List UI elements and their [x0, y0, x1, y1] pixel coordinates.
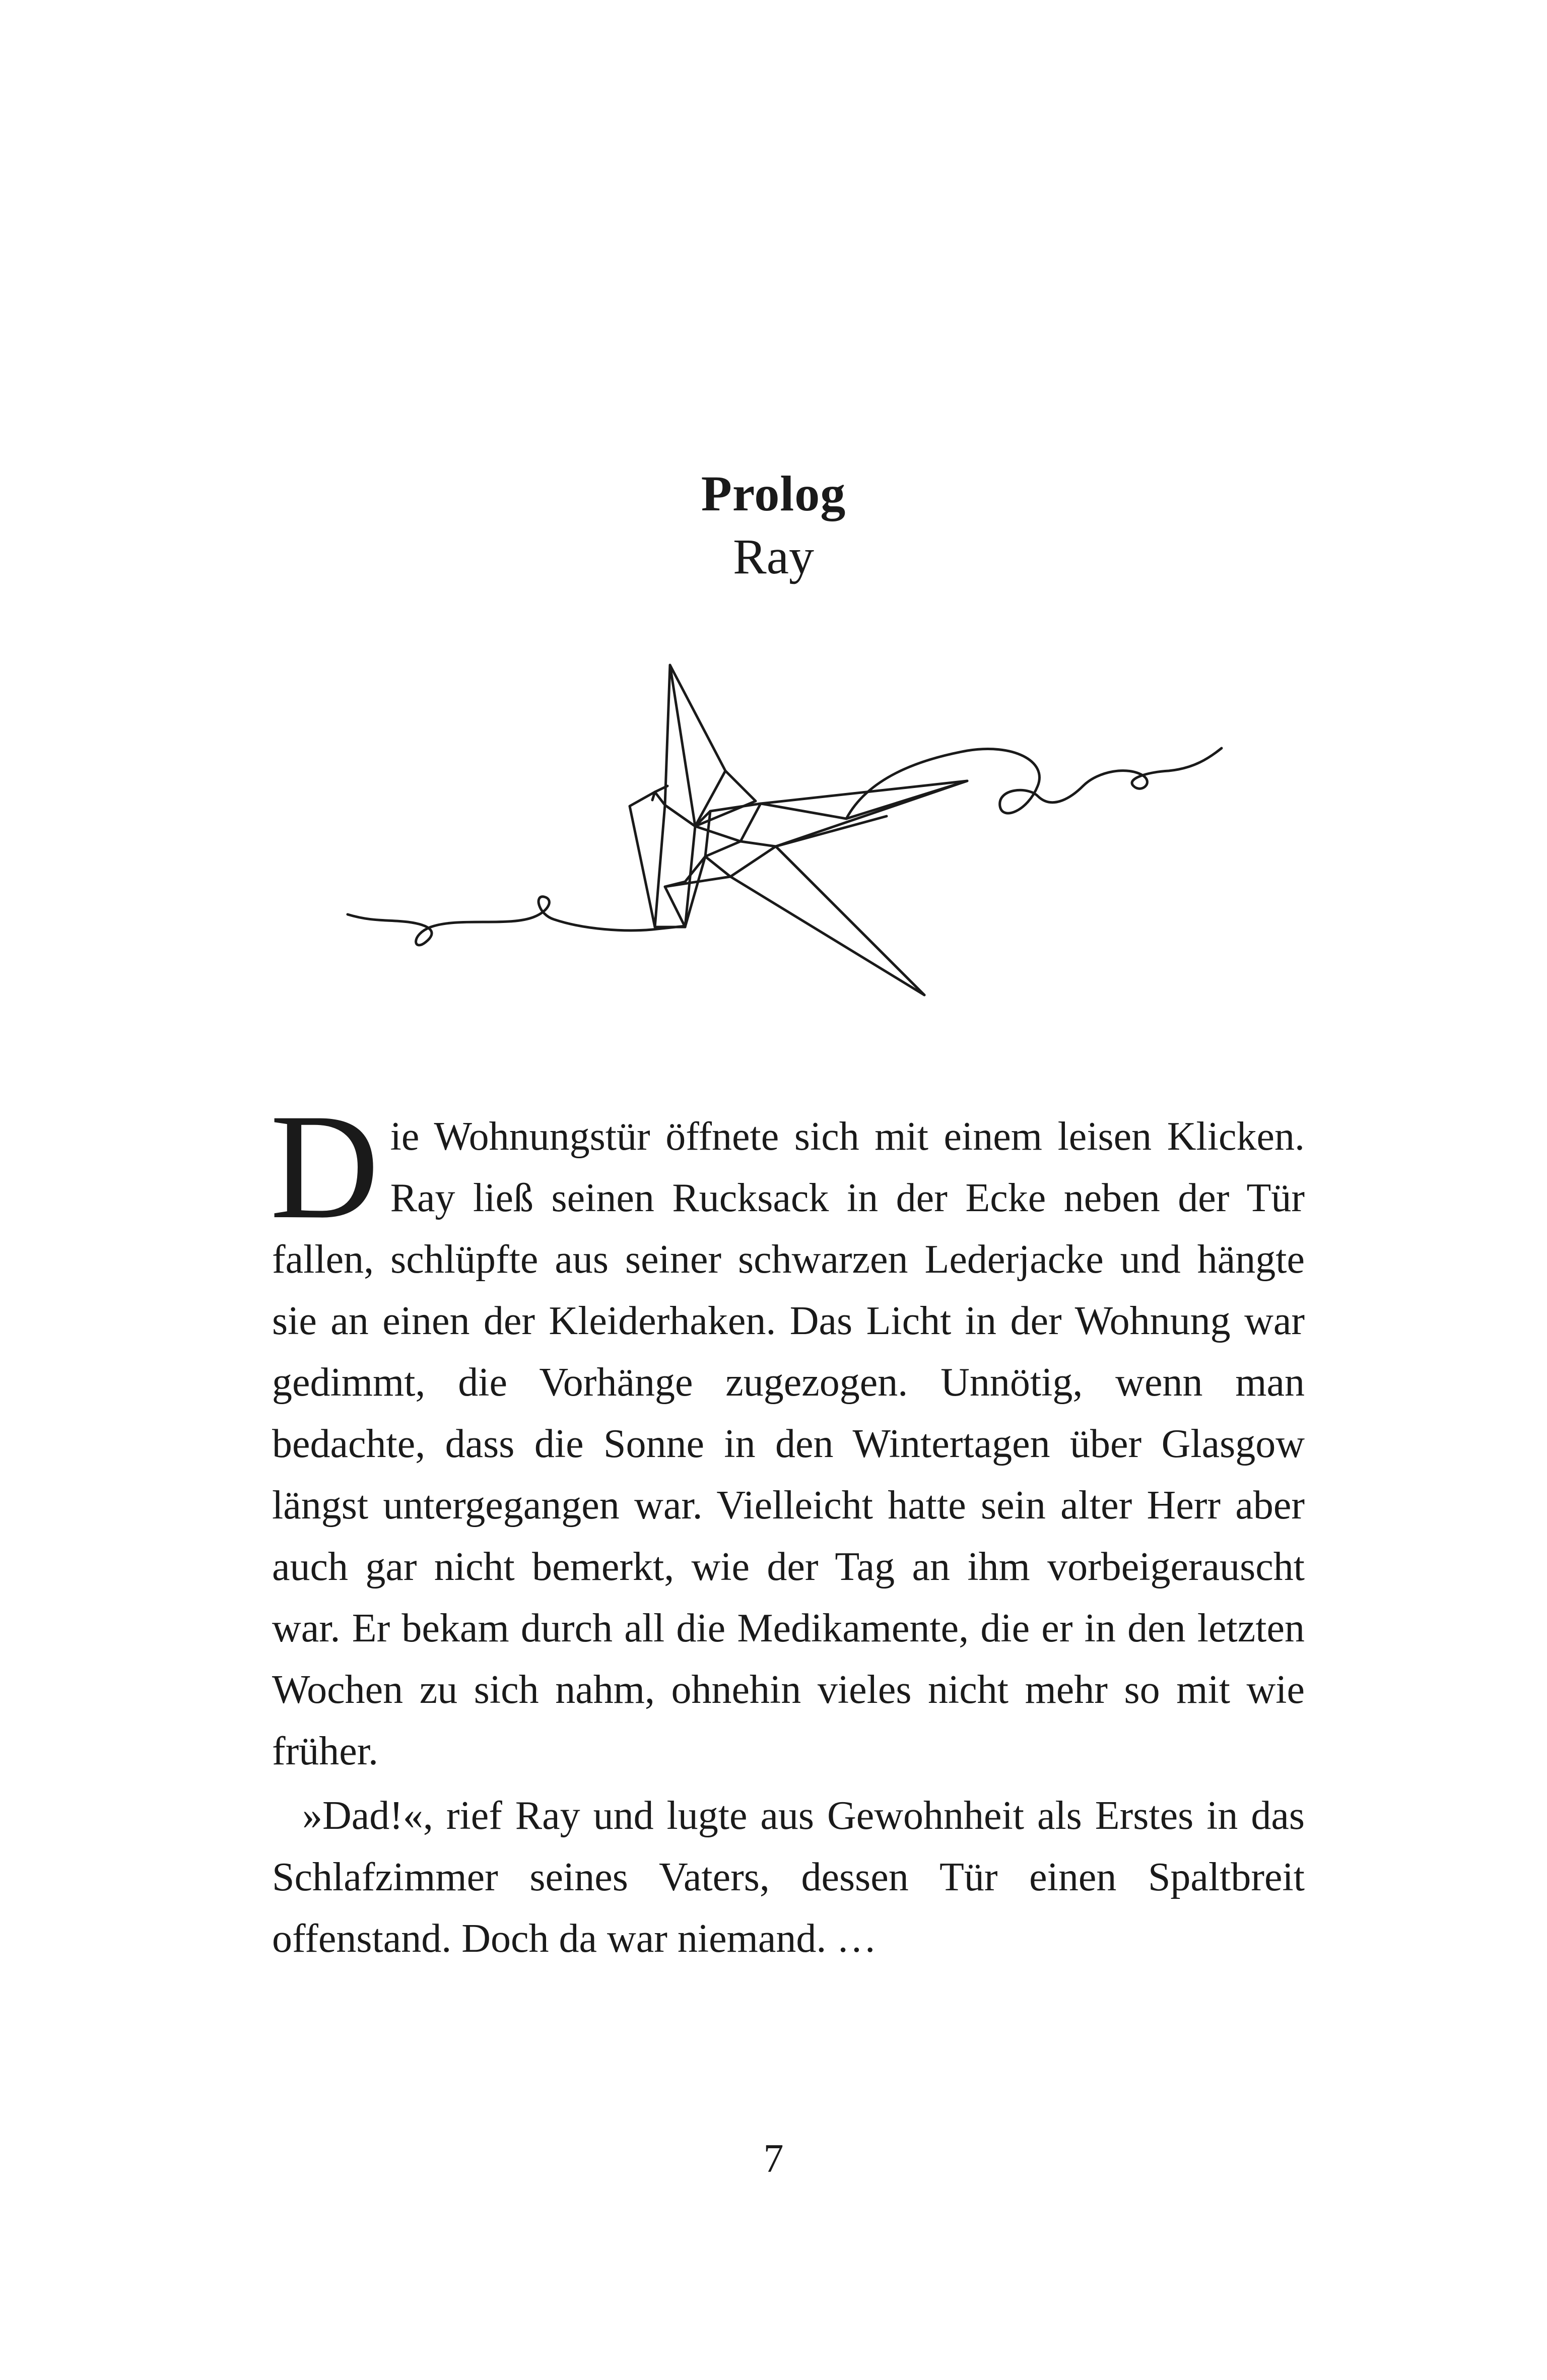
crane-head — [630, 792, 665, 927]
drop-cap: D — [270, 1083, 379, 1250]
paragraph-1 — [270, 1083, 1305, 1782]
crane-lower-wing — [730, 846, 924, 995]
chapter-title: Prolog — [701, 466, 846, 521]
paragraph-1-text: ie Wohnungstür öffnete sich mit einem leisen Klicken. Ray ließ seinen Rucksack in der Ecke neben der Tür fallen, schlüpfte aus seiner schwarzen Lederjacke und hängte sie an einen der Kleiderhaken. Das Licht in der Wohnung war gedimmt, die Vorhänge zugezogen. Unnötig, wenn man bedachte, dass die Sonne in den Wintertagen über Glasgow längst untergegangen war. Vielleicht hatte sein alter Herr aber auch gar nicht bemerkt, wie der Tag an ihm vorbeigerauscht war. Er bekam durch all die Medikamente, die er in den letzten Wochen zu sich nahm, ohnehin vieles nicht mehr so mit wie früher. — [272, 1114, 1305, 1773]
page-number: 7 — [763, 2137, 784, 2181]
chapter-subtitle: Ray — [732, 528, 815, 584]
body-text — [270, 1083, 1305, 1969]
string-left — [348, 897, 685, 945]
string-right — [846, 748, 1222, 819]
paragraph-2: »Dad!«, rief Ray und lugte aus Gewohnheit als Erstes in das Schlafzimmer seines Vaters, dessen Tür einen Spaltbreit offenstand. Doch da war niemand. … — [272, 1794, 1305, 1961]
origami-crane-icon — [343, 660, 1239, 1003]
